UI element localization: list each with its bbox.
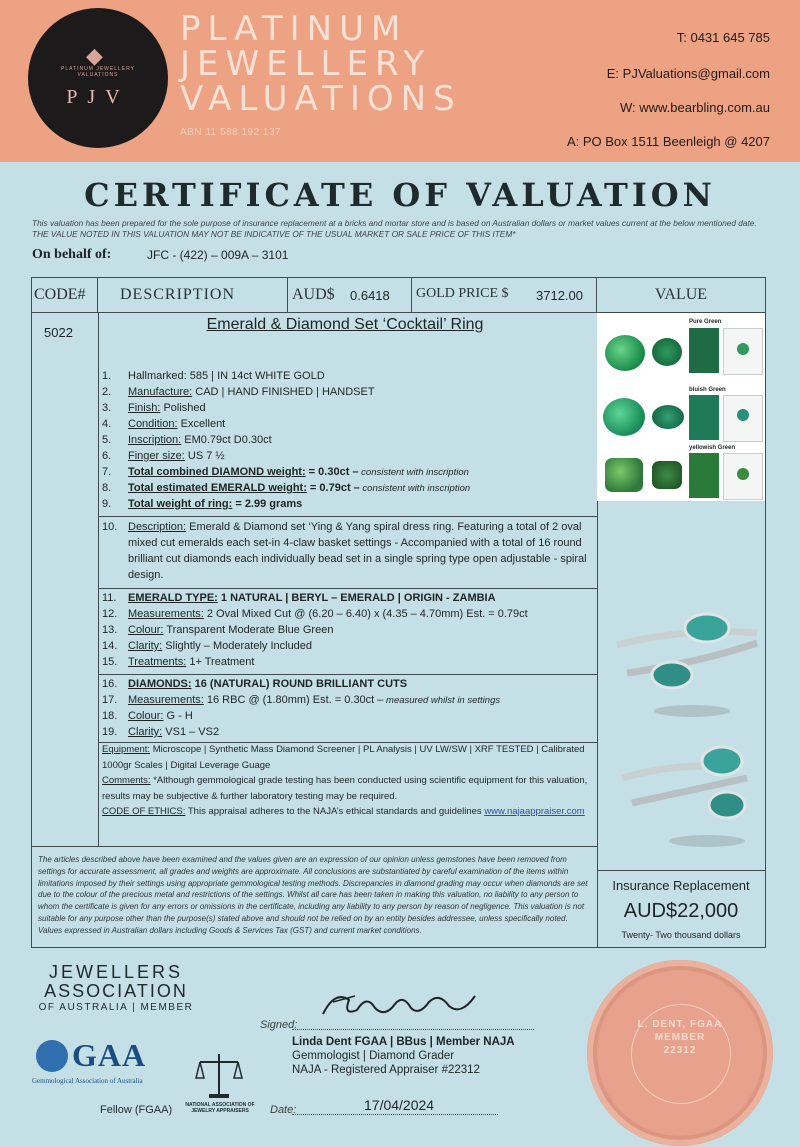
equipment-text: Microscope | Synthetic Mass Diamond Screener | PL Analysis | UV LW/SW | XRF TESTED | Calibrated 1000gr Scales | Digital Leverage Guage: [102, 744, 585, 771]
certificate-title: CERTIFICATE OF VALUATION: [84, 176, 716, 214]
embossed-seal: [587, 960, 773, 1146]
signature-line: [292, 1029, 534, 1030]
emerald-thumb: [737, 409, 749, 421]
spec-label: Inscription:: [128, 434, 182, 446]
jewellers-association-logo: [36, 962, 196, 1013]
signer-role: Gemmologist | Diamond Grader: [292, 1050, 455, 1062]
spec-text: = 0.79ct –: [306, 482, 360, 494]
spec-label: Colour:: [128, 624, 164, 636]
spec-text: US 7 ½: [184, 450, 225, 462]
emerald-image: [652, 461, 682, 489]
abn-number: ABN 11 588 192 137: [180, 127, 282, 138]
signature: [315, 982, 485, 1024]
section-divider: [98, 588, 597, 589]
equipment-label: Equipment:: [102, 744, 151, 755]
spec-label: Total combined DIAMOND weight:: [128, 466, 306, 478]
seal-line: 22312: [663, 1045, 697, 1056]
spec-number: 18.: [102, 710, 118, 722]
seal-line: L. DENT, FGAA: [637, 1019, 723, 1030]
spec-note: consistent with inscription: [359, 483, 471, 494]
ring-photo: [622, 747, 747, 847]
value-header-cell: [597, 278, 765, 312]
website: W: www.bearbling.com.au: [619, 100, 770, 115]
pjv-logo: [28, 8, 168, 148]
spec-number: 5.: [102, 434, 112, 446]
scales-icon: [192, 1050, 246, 1100]
spec-number: 10.: [102, 521, 118, 533]
emerald-image: [603, 398, 645, 436]
aud-value: 0.6418: [350, 288, 390, 303]
spec-label: DIAMONDS:: [128, 678, 192, 690]
spec-label: Finger size:: [128, 450, 185, 462]
gem-image-panel: [597, 313, 765, 868]
gaa-logo-text: GAA: [72, 1037, 147, 1073]
brand-line: VALUATIONS: [180, 79, 462, 119]
gaa-emblem-icon: [36, 1040, 68, 1072]
spec-number: 15.: [102, 656, 118, 668]
date-value: 17/04/2024: [364, 1097, 435, 1113]
spec-text: Hallmarked: 585 | IN 14ct WHITE GOLD: [128, 370, 325, 382]
ethics-text: This appraisal adheres to the NAJA’s ethical standards and guidelines: [185, 806, 485, 817]
comments-text: *Although gemmological grade testing has been conducted using scientific equipment for this valuation, results may be subjective & further laboratory testing may be required.: [102, 775, 588, 802]
section-divider: [98, 674, 597, 675]
equipment-block: [102, 742, 592, 820]
spec-label: Condition:: [128, 418, 178, 430]
spec-number: 1.: [102, 370, 112, 382]
spec-text: CAD | HAND FINISHED | HANDSET: [192, 386, 375, 398]
emerald-thumb: [737, 468, 749, 480]
spec-number: 8.: [102, 482, 112, 494]
naja-logo-text: NATIONAL ASSOCIATION OF JEWELRY APPRAISERS: [185, 1102, 255, 1114]
description-header: DESCRIPTION: [120, 286, 236, 303]
on-behalf-label: On behalf of:: [32, 247, 112, 262]
code-header: CODE#: [34, 286, 86, 303]
seal-line: MEMBER: [654, 1032, 706, 1043]
section-divider: [32, 846, 597, 847]
spec-number: 14.: [102, 640, 118, 652]
spec-number: 16.: [102, 678, 118, 690]
spec-text: Transparent Moderate Blue Green: [163, 624, 334, 636]
spec-label: Clarity:: [128, 640, 163, 652]
spec-number: 3.: [102, 402, 112, 414]
ja-line: ASSOCIATION: [44, 981, 188, 1001]
brand-name: [180, 9, 462, 119]
emerald-image: [652, 405, 684, 429]
description-header-cell: [98, 278, 288, 312]
gaa-subtitle: Gemmological Association of Australia: [32, 1077, 143, 1085]
code-header-cell: [32, 278, 98, 312]
signer-block: [292, 1035, 515, 1077]
insurance-value-words: Twenty- Two thousand dollars: [621, 930, 741, 940]
spec-text: EM0.79ct D0.30ct: [181, 434, 272, 446]
spec-number: 6.: [102, 450, 112, 462]
spec-label: Clarity:: [128, 726, 163, 738]
equipment-line: [102, 742, 592, 773]
signer-name: Linda Dent FGAA | BBus | Member NAJA: [292, 1036, 515, 1048]
spec-number: 4.: [102, 418, 112, 430]
spec-number: 13.: [102, 624, 118, 636]
spec-label: Manufacture:: [128, 386, 193, 398]
disclaimer-text: The articles described above have been examined and the values given are an expression of our opinion unless gemstones have been removed from settings for accurate assessment, all grades and weights are approximate. All conclusions are substantiated by careful examination of the items within limitations imposed by their settings using appropriate gemmological testing methods. Discrepancies in diamond grading may occur when diamonds are set due to the colour of the precious metal and restrictions of the settings. Whilst all care has been taken in making this valuation, no liability to any person to whom the certificate is given for any errors or omissions in the certificate, including any liability to any person by reason of negligence. This valuation is not suitable for any purpose other than the purpose(s) stated above and should not be relied on by an entity besides addressee, unless specifically noted. Values expressed in Australian dollars including Goods & Services Tax (GST) and current market conditions.: [38, 855, 588, 935]
brand-line: PLATINUM: [180, 9, 408, 49]
comments-label: Comments:: [102, 775, 151, 786]
ja-line: JEWELLERS: [48, 962, 184, 982]
phone: T: 0431 645 785: [676, 30, 770, 45]
spec-number: 11.: [102, 592, 117, 604]
gem-label: yellowish Green: [689, 445, 736, 451]
color-swatch-chart: [689, 328, 719, 373]
ethics-line: [102, 804, 592, 820]
logo-ring-text: PLATINUM JEWELLERY VALUATIONS: [61, 66, 135, 78]
gold-label: GOLD PRICE $: [416, 286, 509, 301]
emerald-color-chart: [597, 313, 765, 501]
spec-label: Finish:: [128, 402, 161, 414]
naja-link[interactable]: www.najaappraiser.com: [484, 806, 585, 817]
spec-label: EMERALD TYPE:: [128, 592, 218, 604]
emerald-image: [605, 335, 645, 371]
aud-header-cell: [288, 278, 412, 312]
color-swatch-chart: [689, 395, 719, 440]
gold-value: 3712.00: [536, 288, 583, 303]
spec-label: Colour:: [128, 710, 164, 722]
email: E: PJValuations@gmail.com: [606, 66, 770, 81]
emerald-image: [605, 458, 643, 492]
intro-line: This valuation has been prepared for the sole purpose of insurance replacement at a bricks and mortar store and is based on Australian dollars or market values current at the below mentioned date.: [32, 218, 757, 228]
spec-number: 7.: [102, 466, 112, 478]
emerald-image: [652, 338, 682, 366]
spec-text: G - H: [163, 710, 193, 722]
spec-text: 16 RBC @ (1.80mm) Est. = 0.30ct –: [203, 694, 384, 706]
date-label: Date:: [270, 1104, 297, 1116]
signer-registration: NAJA - Registered Appraiser #22312: [292, 1064, 480, 1076]
spec-label: Measurements:: [128, 694, 204, 706]
description-block: [102, 519, 590, 583]
aud-label: AUD$: [292, 286, 335, 303]
emerald-thumb: [737, 343, 749, 355]
ethics-label: CODE OF ETHICS:: [102, 806, 186, 817]
insurance-value: AUD$22,000: [623, 900, 739, 922]
spec-text: VS1 – VS2: [162, 726, 220, 738]
value-header: VALUE: [654, 286, 708, 303]
gem-label: bluish Green: [689, 387, 726, 393]
gem-label: Pure Green: [689, 319, 722, 325]
spec-text: 1 NATURAL | BERYL – EMERALD | ORIGIN - ZAMBIA: [217, 592, 496, 604]
section-divider: [98, 516, 597, 517]
spec-text: Polished: [160, 402, 206, 414]
spec-text: 16 (NATURAL) ROUND BRILLIANT CUTS: [191, 678, 408, 690]
spec-note: measured whilst in settings: [383, 695, 501, 706]
description-text: Emerald & Diamond set ‘Ying & Yang spiral dress ring. Featuring a total of 2 oval mixed cut emeralds each set-in 4-claw basket settings - Accompanied with a total of 16 round brilliant cut diamonds each individually bead set in a single spring type open adjustable - spiral design.: [128, 521, 587, 581]
intro-line: THE VALUE NOTED IN THIS VALUATION MAY NOT BE INDICATIVE OF THE USUAL MARKET OR SALE PRICE OF THIS ITEM*: [32, 229, 516, 239]
seal-text: [587, 1018, 773, 1057]
fellow-credential: Fellow (FGAA): [100, 1104, 173, 1116]
logo-initials: PJV: [66, 86, 130, 108]
spec-number: 2.: [102, 386, 112, 398]
comments-line: [102, 773, 592, 804]
spec-number: 19.: [102, 726, 118, 738]
date-line: [292, 1114, 498, 1115]
spec-text: 1+ Treatment: [186, 656, 255, 668]
signed-label: Signed:: [260, 1019, 298, 1031]
ja-line: OF AUSTRALIA | MEMBER: [38, 1002, 194, 1013]
spec-text: = 2.99 grams: [232, 498, 303, 510]
spec-number: 12.: [102, 608, 118, 620]
spec-text: = 0.30ct –: [305, 466, 359, 478]
insurance-box: [597, 870, 765, 948]
ring-photo: [617, 614, 757, 717]
postal-address: A: PO Box 1511 Beenleigh @ 4207: [566, 134, 770, 149]
item-code: 5022: [44, 325, 73, 340]
on-behalf-value: JFC - (422) – 009A – 3101: [147, 248, 289, 262]
diamond-icon: ◆: [86, 44, 103, 69]
spec-label: Description:: [128, 521, 187, 533]
valuation-table: [31, 277, 766, 948]
insurance-title: Insurance Replacement: [612, 878, 750, 893]
spec-label: Treatments:: [128, 656, 187, 668]
ring-photos: [597, 583, 765, 873]
spec-text: 2 Oval Mixed Cut @ (6.20 – 6.40) x (4.35 – 4.70mm) Est. = 0.79ct: [203, 608, 528, 620]
letterhead: [0, 0, 800, 162]
spec-label: Total estimated EMERALD weight:: [128, 482, 307, 494]
brand-line: JEWELLERY: [180, 44, 432, 84]
spec-number: 17.: [102, 694, 118, 706]
item-title: Emerald & Diamond Set ‘Cocktail’ Ring: [206, 316, 484, 333]
gold-header-cell: [412, 278, 597, 312]
color-swatch-chart: [689, 453, 719, 498]
spec-note: consistent with inscription: [358, 467, 469, 478]
spec-number: 9.: [102, 498, 112, 510]
code-column-divider: [98, 312, 99, 846]
spec-label: Total weight of ring:: [128, 498, 233, 510]
spec-text: Slightly – Moderately Included: [162, 640, 313, 652]
spec-label: Measurements:: [128, 608, 204, 620]
intro-text: [32, 218, 777, 240]
spec-text: Excellent: [177, 418, 226, 430]
